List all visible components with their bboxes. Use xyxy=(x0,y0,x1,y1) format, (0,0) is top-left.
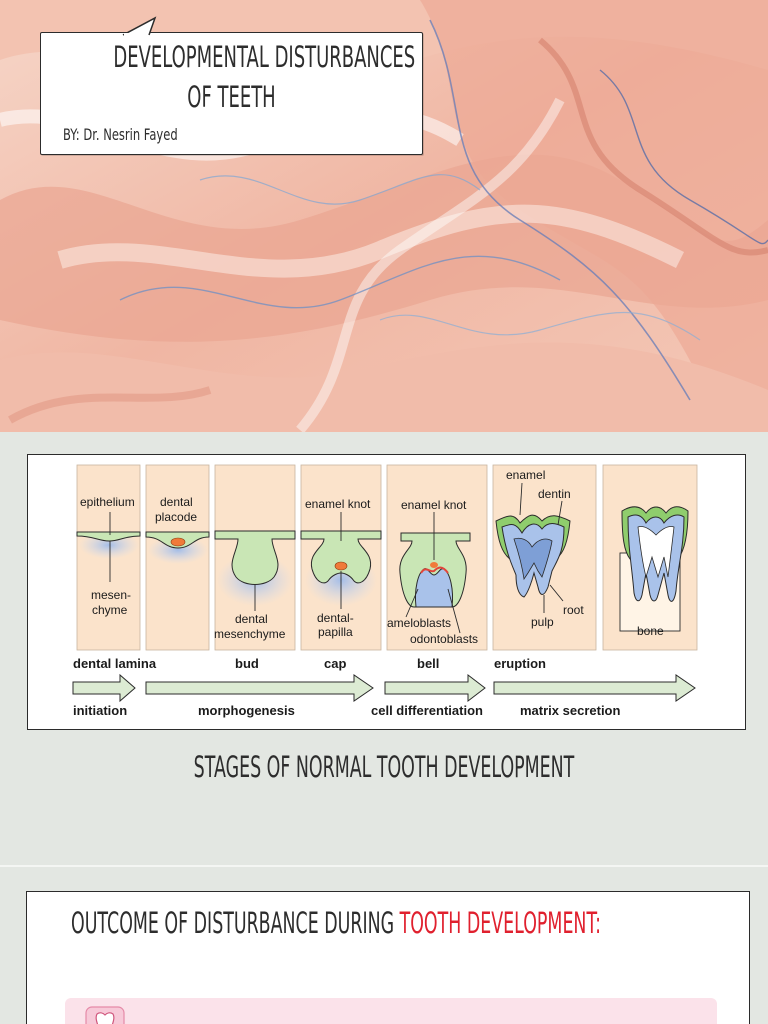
tooth-icon xyxy=(85,1006,125,1024)
label-dental-mesenchyme-2: mesenchyme xyxy=(214,627,286,641)
outcome-heading xyxy=(71,906,601,940)
label-ameloblasts: ameloblasts xyxy=(387,616,452,630)
outcome-heading-prefix: OUTCOME OF DISTURBANCE DURING xyxy=(71,906,400,940)
diagram-caption: STAGES OF NORMAL TOOTH DEVELOPMENT xyxy=(193,750,575,784)
process-matrix-secretion: matrix secretion xyxy=(520,703,621,718)
label-dental-placode-1: dental xyxy=(160,495,193,509)
label-pulp: pulp xyxy=(531,615,554,629)
speech-bubble-tail xyxy=(121,16,161,36)
label-enamel: enamel xyxy=(506,468,546,482)
stage-cap: cap xyxy=(324,656,347,671)
outcome-slide xyxy=(0,867,768,1024)
arrow-matrix-secretion xyxy=(494,675,695,701)
label-dentin: dentin xyxy=(538,487,571,501)
outcome-panel xyxy=(65,998,717,1024)
label-enamel-knot-cap: enamel knot xyxy=(305,497,371,511)
tooth-development-diagram xyxy=(28,455,744,728)
outcome-heading-highlight: TOOTH DEVELOPMENT: xyxy=(399,906,602,940)
outcome-card xyxy=(26,891,750,1024)
label-enamel-knot-bell: enamel knot xyxy=(401,498,467,512)
process-morphogenesis: morphogenesis xyxy=(198,703,295,718)
label-mesenchyme-2: chyme xyxy=(92,603,128,617)
label-bone: bone xyxy=(637,624,664,638)
title-line-1: DEVELOPMENTAL DISTURBANCES xyxy=(113,40,416,74)
arrow-morphogenesis xyxy=(146,675,373,701)
author-byline: BY: Dr. Nesrin Fayed xyxy=(63,125,178,144)
enamel-knot-cap xyxy=(335,562,347,570)
label-dental-papilla-1: dental- xyxy=(317,611,354,625)
tooth-development-slide xyxy=(0,432,768,865)
label-dental-papilla-2: papilla xyxy=(318,625,353,639)
stage-bud: bud xyxy=(235,656,259,671)
diagram-frame xyxy=(27,454,746,730)
label-epithelium: epithelium xyxy=(80,495,135,509)
placode-signal xyxy=(171,538,185,546)
enamel-knot-bell xyxy=(430,562,438,568)
page-title xyxy=(113,37,416,117)
title-slide xyxy=(0,0,768,432)
label-odontoblasts: odontoblasts xyxy=(410,632,479,646)
stage-dental-lamina: dental lamina xyxy=(73,656,157,671)
process-initiation: initiation xyxy=(73,703,128,718)
label-mesenchyme-1: mesen- xyxy=(91,588,132,602)
process-cell-differentiation: cell differentiation xyxy=(371,703,483,718)
label-dental-placode-2: placode xyxy=(155,510,198,524)
arrow-cell-differentiation xyxy=(385,675,485,701)
label-dental-mesenchyme-1: dental xyxy=(235,612,268,626)
stage-eruption: eruption xyxy=(494,656,546,671)
title-card xyxy=(40,32,423,155)
title-line-2: OF TEETH xyxy=(187,80,276,114)
arrow-initiation xyxy=(73,675,135,701)
stage-bell: bell xyxy=(417,656,440,671)
label-root: root xyxy=(563,603,584,617)
